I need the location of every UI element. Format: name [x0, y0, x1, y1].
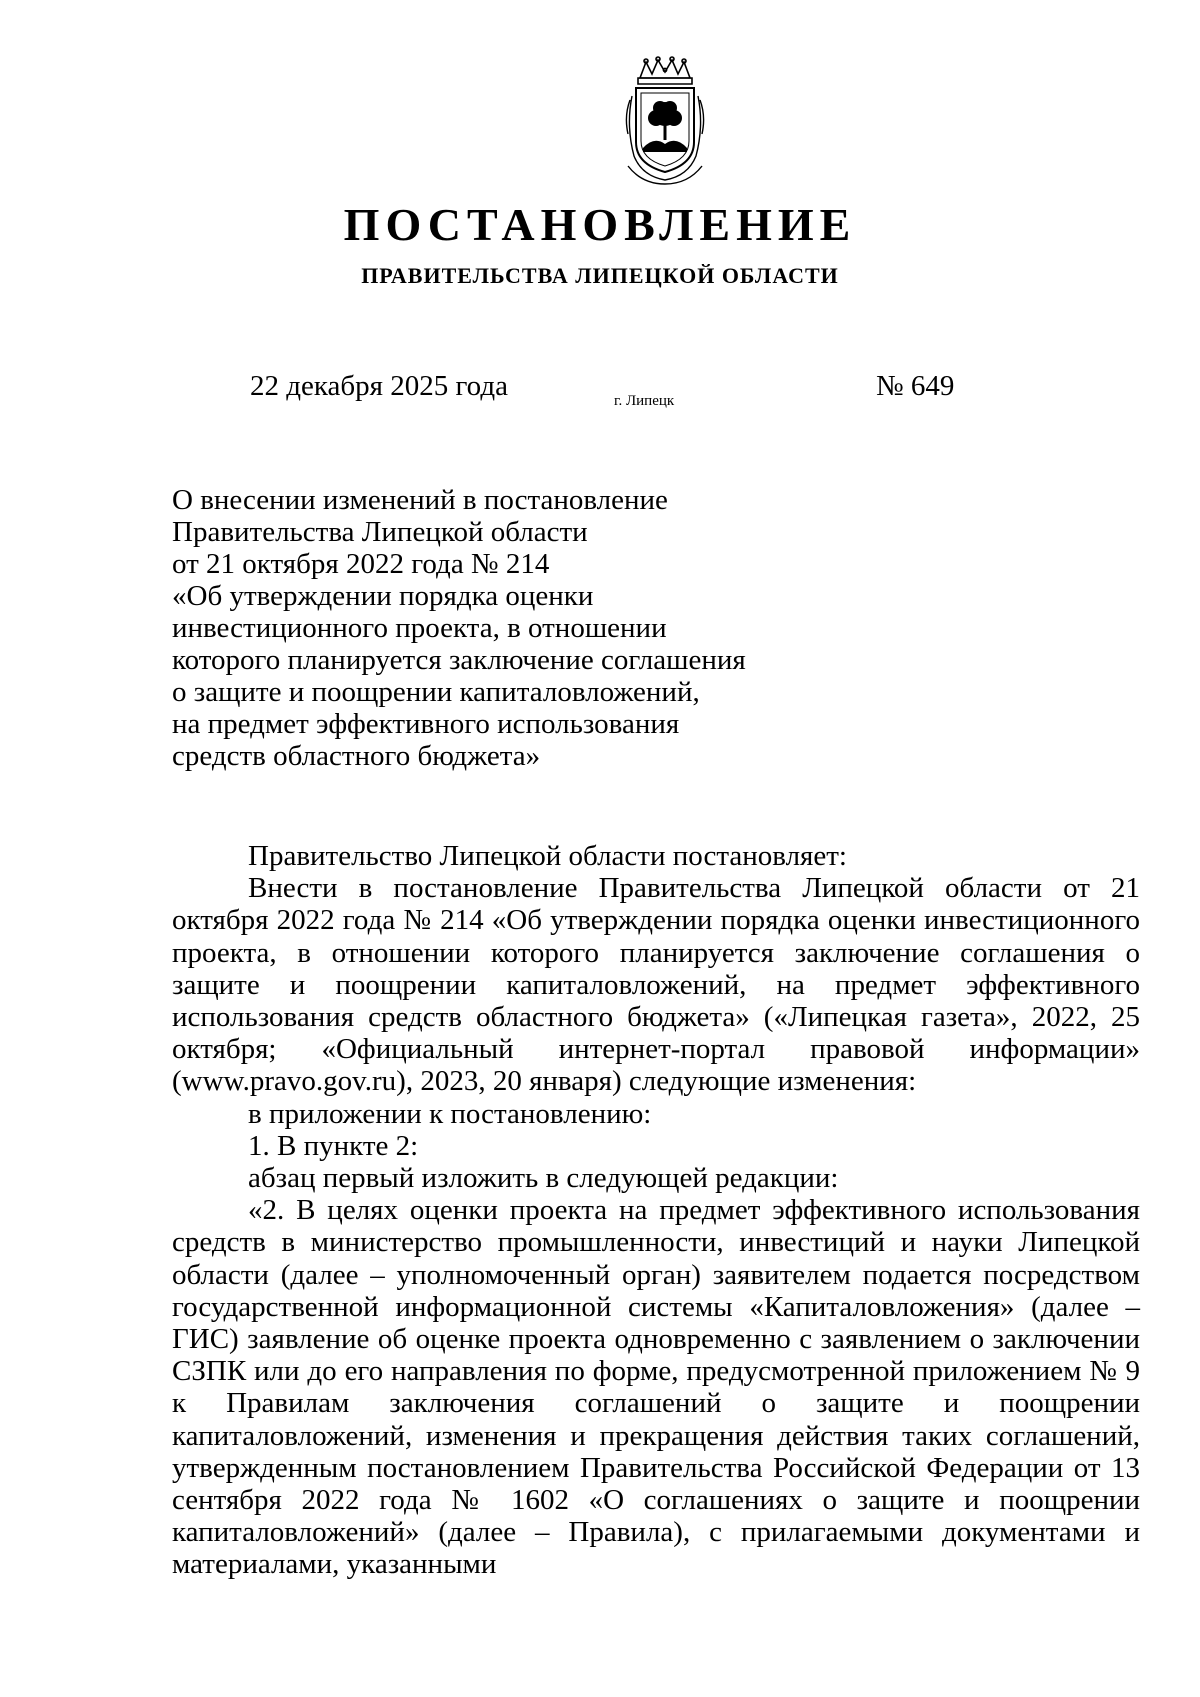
subject-line: О внесении изменений в постановление	[172, 484, 668, 516]
subject-line: о защите и поощрении капиталовложений,	[172, 676, 700, 708]
subject-line: от 21 октября 2022 года № 214	[172, 548, 550, 580]
body-paragraph: в приложении к постановлению:	[248, 1097, 652, 1130]
document-city: г. Липецк	[614, 393, 675, 409]
subject-line: средств областного бюджета»	[172, 740, 541, 772]
issuing-authority: ПРАВИТЕЛЬСТВА ЛИПЕЦКОЙ ОБЛАСТИ	[361, 263, 839, 288]
subject-line: инвестиционного проекта, в отношении	[172, 612, 667, 644]
subject-line: которого планируется заключение соглашения	[172, 644, 746, 676]
subject-line: Правительства Липецкой области	[172, 516, 588, 548]
document-subject	[172, 484, 746, 772]
document-number: № 649	[876, 370, 955, 402]
coat-of-arms-icon	[622, 56, 708, 186]
subject-line: «Об утверждении порядка оценки	[172, 580, 594, 612]
body-paragraph: абзац первый изложить в следующей редакции:	[248, 1162, 839, 1195]
document-body	[172, 840, 1140, 1581]
body-paragraph: Правительство Липецкой области постановляет:	[248, 840, 847, 872]
document-date: 22 декабря 2025 года	[250, 370, 508, 402]
body-paragraph: «2. В целях оценки проекта на предмет эффективного использования средств в министерство промышленности, инвестиций и науки Липецкой области (далее – уполномоченный орган) заявителем подается посредством государственной информационной системы «Капиталовложения» (далее – ГИС) заявление об оценке проекта одновременно с заявлением о заключении СЗПК или до его направления по форме, предусмотренной приложением № 9 к Правилам заключения соглашений о защите и поощрении капиталовложений, изменения и прекращения действия таких соглашений, утвержденным постановлением Правительства Российской Федерации от 13 сентября 2022 года № 1602 «О соглашениях о защите и поощрении капиталовложений» (далее – Правила), с прилагаемыми документами и материалами, указанными	[172, 1194, 1140, 1581]
body-paragraph: 1. В пункте 2:	[248, 1129, 419, 1162]
body-paragraph: Внести в постановление Правительства Липецкой области от 21 октября 2022 года № 214 «Об утверждении порядка оценки инвестиционного проекта, в отношении которого планируется заключение соглашения о защите и поощрении капиталовложений, на предмет эффективного использования средств областного бюджета» («Липецкая газета», 2022, 25 октября; «Официальный интернет-портал правовой информации» (www.pravo.gov.ru), 2023, 20 января) следующие изменения:	[172, 872, 1140, 1098]
document-title: ПОСТАНОВЛЕНИЕ	[343, 199, 857, 250]
subject-line: на предмет эффективного использования	[172, 708, 680, 740]
